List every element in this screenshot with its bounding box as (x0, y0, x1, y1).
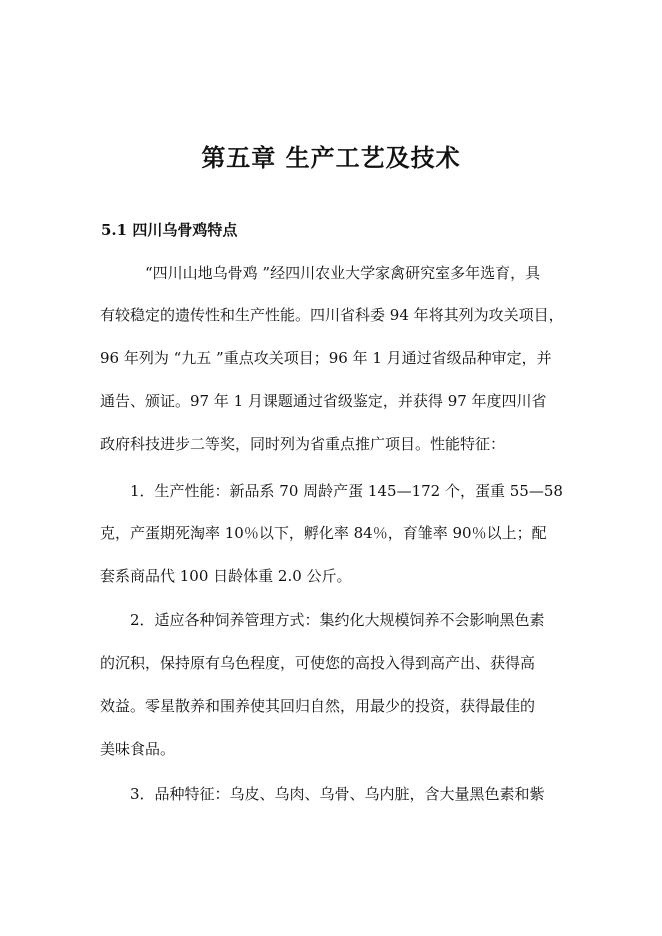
section-heading: 5.1 四川乌骨鸡特点 (101, 221, 238, 239)
paragraph-line: 有较稳定的遗传性和生产性能。四川省科委 94 年将其列为攻关项目， (100, 306, 564, 324)
paragraph-line: 3．品种特征：乌皮、乌肉、乌骨、乌内脏，含大量黑色素和紫 (130, 785, 545, 803)
paragraph-line: 2．适应各种饲养管理方式：集约化大规模饲养不会影响黑色素 (130, 611, 545, 629)
paragraph-line: 1．生产性能：新品系 70 周龄产蛋 145—172 个，蛋重 55—58 (130, 482, 563, 500)
paragraph-line: 效益。零星散养和围养使其回归自然，用最少的投资，获得最佳的 (100, 697, 536, 715)
paragraph-line: 套系商品代 100 日龄体重 2.0 公斤。 (100, 567, 352, 585)
paragraph-line: 克，产蛋期死淘率 10％以下，孵化率 84％，育雏率 90％以上；配 (100, 524, 547, 542)
paragraph-line: 政府科技进步二等奖，同时列为省重点推广项目。性能特征： (100, 435, 506, 453)
paragraph-line: 美味食品。 (100, 740, 176, 758)
paragraph-line: 通告、颁证。97 年 1 月课题通过省级鉴定，并获得 97 年度四川省 (100, 392, 547, 410)
paragraph-line: 96 年列为 “九五 ”重点攻关项目；96 年 1 月通过省级品种审定，并 (100, 349, 552, 367)
paragraph-line: “四川山地乌骨鸡 ”经四川农业大学家禽研究室多年选育，具 (145, 264, 541, 282)
chapter-title: 第五章 生产工艺及技术 (201, 143, 461, 172)
paragraph-line: 的沉积，保持原有乌色程度，可使您的高投入得到高产出、获得高 (100, 654, 536, 672)
